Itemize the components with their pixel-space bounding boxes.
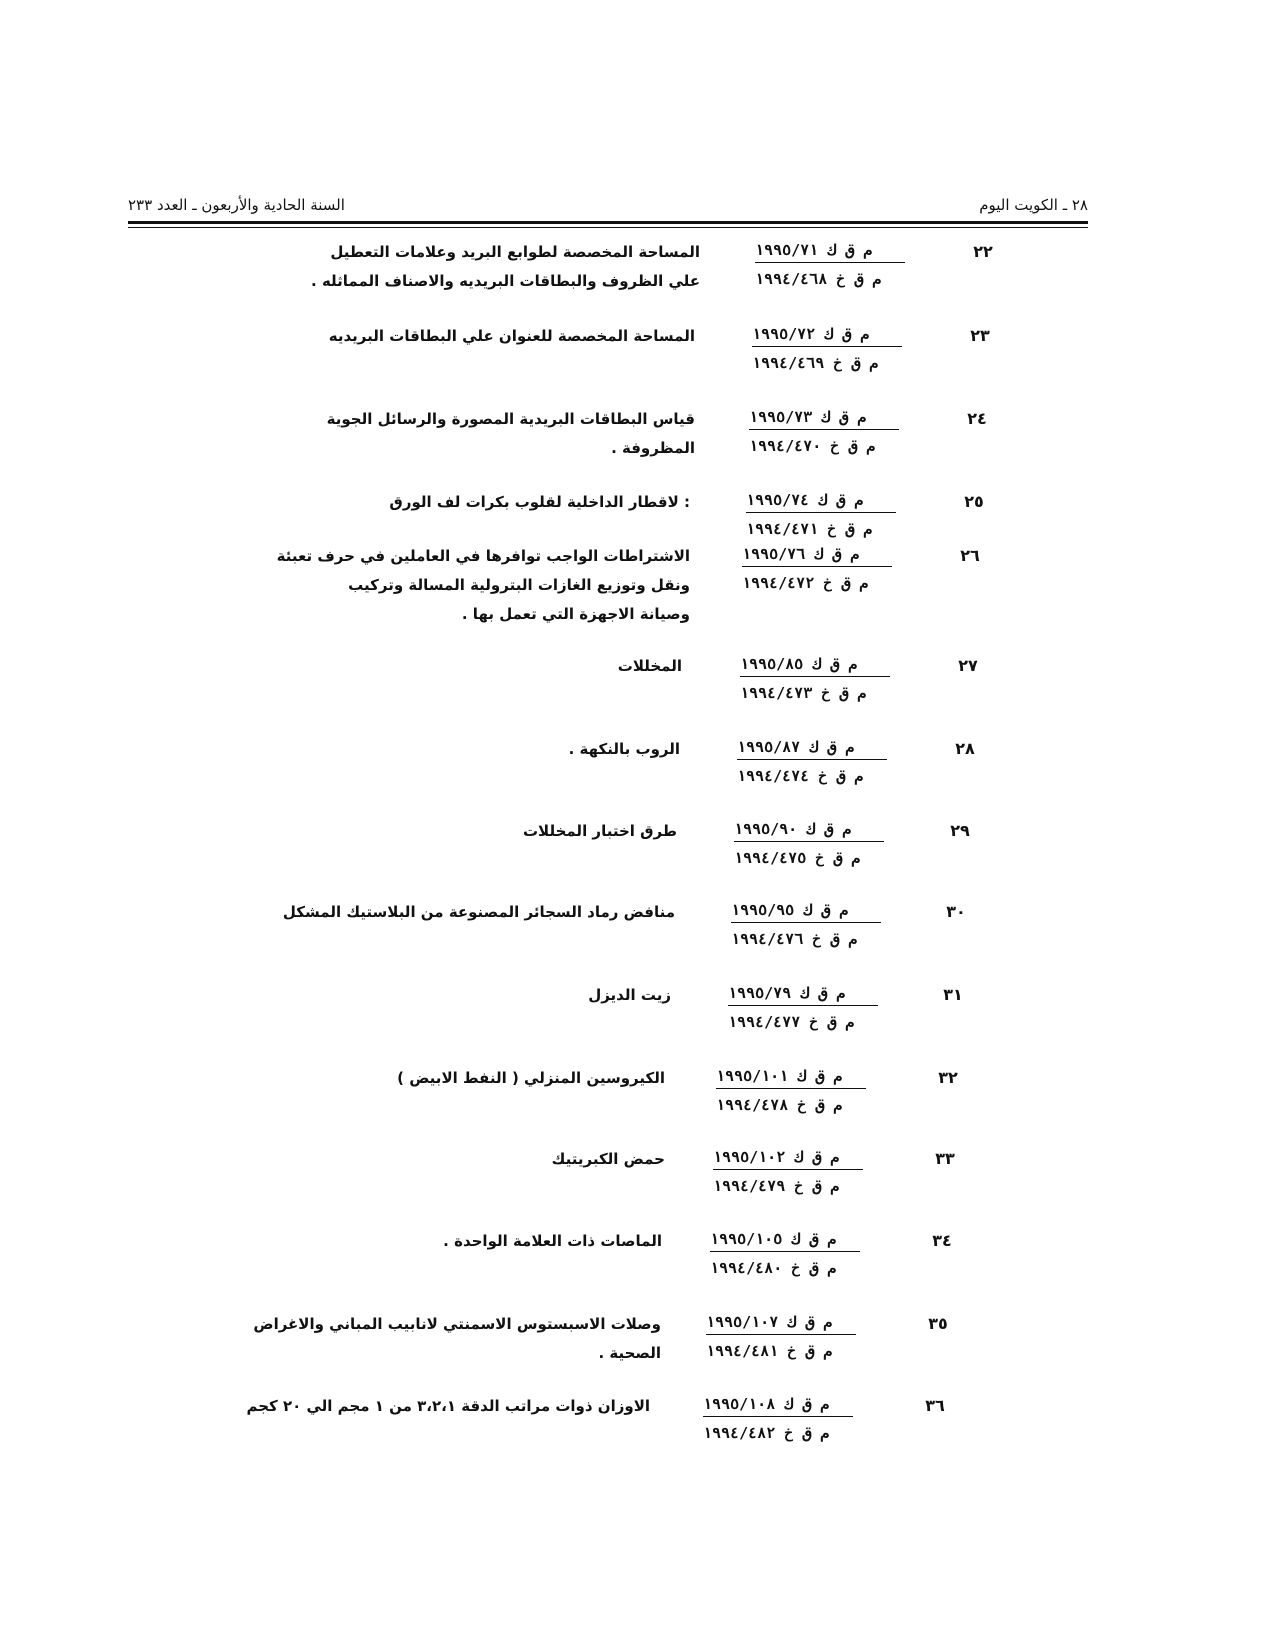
entry-codes bbox=[740, 652, 890, 705]
list-item bbox=[0, 322, 1275, 412]
code-kuwait: م ق ك ١٩٩٥/١٠١ bbox=[716, 1064, 866, 1089]
entry-number: ٣٥ bbox=[928, 1314, 948, 1333]
list-item bbox=[0, 981, 1275, 1071]
entry-codes bbox=[710, 1227, 860, 1280]
list-item bbox=[0, 542, 1275, 632]
code-kuwait: م ق ك ١٩٩٥/٨٥ bbox=[740, 652, 890, 677]
code-gulf: م ق خ ١٩٩٤/٤٧٣ bbox=[740, 684, 867, 702]
code-gulf: م ق خ ١٩٩٤/٤٧٦ bbox=[731, 930, 858, 948]
entry-title: منافض رماد السجائر المصنوعة من البلاستيك المشكل bbox=[282, 903, 675, 921]
entry-number: ٢٩ bbox=[950, 821, 970, 840]
entry-number: ٣١ bbox=[943, 985, 963, 1004]
entry-number: ٣٤ bbox=[932, 1231, 952, 1250]
list-item bbox=[0, 1310, 1275, 1400]
entry-title: المساحة المخصصة لطوابع البريد وعلامات التعطيل علي الظروف والبطاقات البريديه والاصناف المماثله . bbox=[311, 243, 700, 290]
code-gulf: م ق خ ١٩٩٤/٤٧١ bbox=[746, 520, 873, 538]
list-item bbox=[0, 652, 1275, 742]
code-kuwait: م ق ك ١٩٩٥/٩٠ bbox=[734, 817, 884, 842]
entry-codes bbox=[752, 322, 902, 375]
code-gulf: م ق خ ١٩٩٤/٤٦٨ bbox=[755, 270, 882, 288]
code-gulf: م ق خ ١٩٩٤/٤٧٨ bbox=[716, 1096, 843, 1114]
header-rule-thin bbox=[128, 227, 1088, 228]
entry-codes bbox=[716, 1064, 866, 1117]
code-gulf: م ق خ ١٩٩٤/٤٧٧ bbox=[728, 1013, 855, 1031]
code-gulf: م ق خ ١٩٩٤/٤٧٩ bbox=[713, 1177, 840, 1195]
code-kuwait: م ق ك ١٩٩٥/٩٥ bbox=[731, 898, 881, 923]
entry-number: ٣٢ bbox=[938, 1068, 958, 1087]
code-kuwait: م ق ك ١٩٩٥/٧٦ bbox=[742, 542, 892, 567]
entry-title: الاوزان ذوات مراتب الدقة ٣،٢،١ من ١ مجم الي ٢٠ كجم bbox=[246, 1397, 650, 1415]
entry-number: ٢٢ bbox=[973, 242, 993, 261]
list-item bbox=[0, 898, 1275, 988]
entry-title: زيت الديزل bbox=[588, 986, 671, 1004]
entry-codes bbox=[706, 1310, 856, 1363]
header-rule bbox=[128, 221, 1088, 224]
entry-number: ٢٦ bbox=[960, 546, 980, 565]
code-kuwait: م ق ك ١٩٩٥/٧٢ bbox=[752, 322, 902, 347]
code-kuwait: م ق ك ١٩٩٥/١٠٥ bbox=[710, 1227, 860, 1252]
entry-number: ٢٧ bbox=[958, 656, 978, 675]
header-issue: السنة الحادية والأربعون ـ العدد ٢٣٣ bbox=[128, 196, 345, 214]
entry-title: المخللات bbox=[617, 657, 682, 675]
code-kuwait: م ق ك ١٩٩٥/٧٤ bbox=[746, 488, 896, 513]
list-item bbox=[0, 1145, 1275, 1235]
code-gulf: م ق خ ١٩٩٤/٤٧٠ bbox=[749, 437, 876, 455]
entry-codes bbox=[713, 1145, 863, 1198]
code-kuwait: م ق ك ١٩٩٥/٨٧ bbox=[737, 735, 887, 760]
code-kuwait: م ق ك ١٩٩٥/١٠٢ bbox=[713, 1145, 863, 1170]
entry-number: ٢٨ bbox=[955, 739, 975, 758]
page-header bbox=[128, 193, 1088, 217]
entry-codes bbox=[742, 542, 892, 595]
code-gulf: م ق خ ١٩٩٤/٤٧٢ bbox=[742, 574, 869, 592]
list-item bbox=[0, 1227, 1275, 1317]
list-item bbox=[0, 817, 1275, 907]
entry-codes bbox=[703, 1392, 853, 1445]
code-gulf: م ق خ ١٩٩٤/٤٧٥ bbox=[734, 849, 861, 867]
code-kuwait: م ق ك ١٩٩٥/٧٩ bbox=[728, 981, 878, 1006]
entry-codes bbox=[731, 898, 881, 951]
entry-title: قياس البطاقات البريدية المصورة والرسائل الجوية المظروفة . bbox=[326, 410, 695, 457]
entry-title: وصلات الاسبستوس الاسمنتي لانابيب المباني والاغراض الصحية . bbox=[253, 1315, 661, 1362]
code-gulf: م ق خ ١٩٩٤/٤٨٢ bbox=[703, 1424, 830, 1442]
entry-title: : لاقطار الداخلية لقلوب بكرات لف الورق bbox=[389, 493, 690, 511]
list-item bbox=[0, 735, 1275, 825]
entry-number: ٣٣ bbox=[935, 1149, 955, 1168]
entry-number: ٣٦ bbox=[925, 1396, 945, 1415]
list-item bbox=[0, 1064, 1275, 1154]
code-kuwait: م ق ك ١٩٩٥/١٠٨ bbox=[703, 1392, 853, 1417]
list-item bbox=[0, 405, 1275, 495]
entry-title: الماصات ذات العلامة الواحدة . bbox=[443, 1232, 662, 1250]
entry-title: طرق اختبار المخللات bbox=[522, 822, 677, 840]
list-item bbox=[0, 1392, 1275, 1482]
code-gulf: م ق خ ١٩٩٤/٤٨٠ bbox=[710, 1259, 837, 1277]
entry-title: الروب بالنكهة . bbox=[568, 740, 680, 758]
entry-title: الكيروسين المنزلي ( النفط الابيض ) bbox=[397, 1069, 665, 1087]
entry-codes bbox=[734, 817, 884, 870]
entry-title: الاشتراطات الواجب توافرها في العاملين في حرف تعبئة ونقل وتوزيع الغازات البترولية المسالة وتركيب وصيانة الاجهزة التي تعمل بها . bbox=[276, 547, 690, 623]
list-item bbox=[0, 238, 1275, 328]
entry-codes bbox=[749, 405, 899, 458]
entry-codes bbox=[755, 238, 905, 291]
entry-codes bbox=[728, 981, 878, 1034]
entry-number: ٢٤ bbox=[967, 409, 987, 428]
entry-title: المساحة المخصصة للعنوان علي البطاقات البريديه bbox=[328, 327, 695, 345]
entry-codes bbox=[746, 488, 896, 541]
entry-number: ٢٣ bbox=[970, 326, 990, 345]
entry-number: ٢٥ bbox=[964, 492, 984, 511]
code-kuwait: م ق ك ١٩٩٥/٧١ bbox=[755, 238, 905, 263]
entry-number: ٣٠ bbox=[946, 902, 966, 921]
code-gulf: م ق خ ١٩٩٤/٤٧٤ bbox=[737, 767, 864, 785]
code-kuwait: م ق ك ١٩٩٥/٧٣ bbox=[749, 405, 899, 430]
code-kuwait: م ق ك ١٩٩٥/١٠٧ bbox=[706, 1310, 856, 1335]
entry-title: حمض الكبريتيك bbox=[551, 1150, 665, 1168]
code-gulf: م ق خ ١٩٩٤/٤٦٩ bbox=[752, 354, 879, 372]
entry-codes bbox=[737, 735, 887, 788]
header-gazette: ٢٨ ـ الكويت اليوم bbox=[979, 196, 1088, 214]
code-gulf: م ق خ ١٩٩٤/٤٨١ bbox=[706, 1342, 833, 1360]
